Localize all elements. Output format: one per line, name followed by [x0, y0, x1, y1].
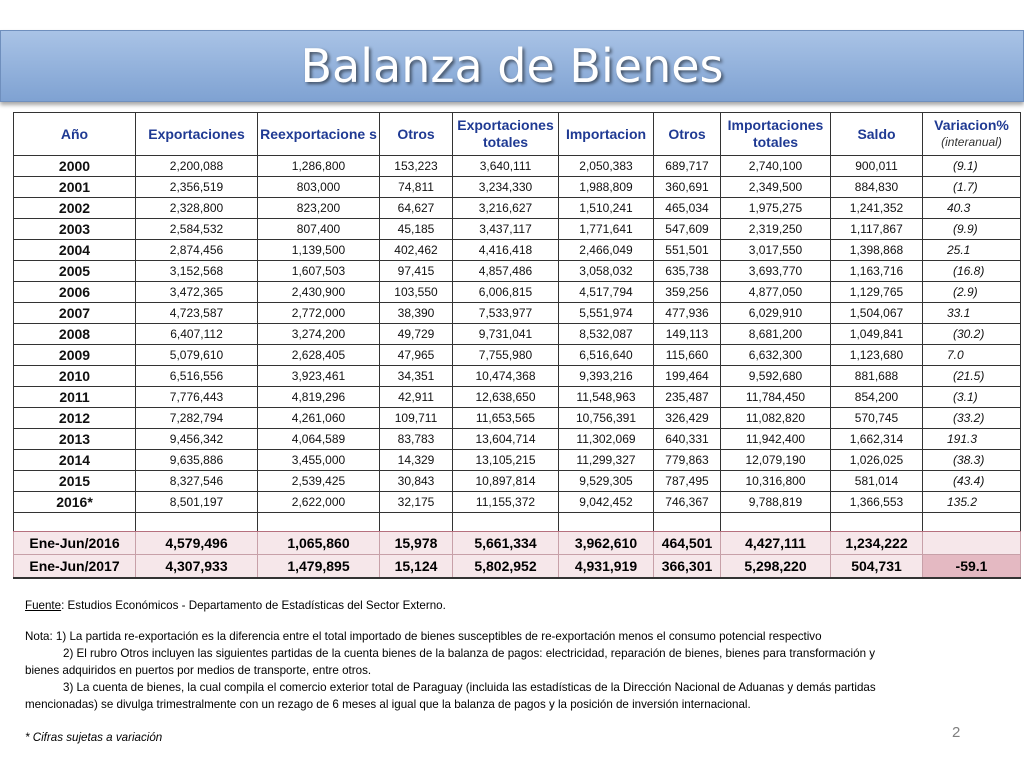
cell-otros-exp: 97,415 [380, 261, 453, 282]
cell-importaciones-totales: 12,079,190 [721, 450, 831, 471]
cell-saldo: 1,123,680 [831, 345, 923, 366]
cell-reexportaciones: 3,455,000 [258, 450, 380, 471]
cell-otros-imp: 787,495 [654, 471, 721, 492]
cell-saldo: 570,745 [831, 408, 923, 429]
cell-reexportaciones: 2,430,900 [258, 282, 380, 303]
cell-saldo: 1,241,352 [831, 198, 923, 219]
empty-cell [380, 513, 453, 532]
cell-otros-imp: 464,501 [654, 532, 721, 555]
cell-reexportaciones: 1,139,500 [258, 240, 380, 261]
cell-importacion: 4,931,919 [559, 555, 654, 579]
cell-year: 2014 [14, 450, 136, 471]
cell-importacion: 2,050,383 [559, 156, 654, 177]
cell-saldo: 1,026,025 [831, 450, 923, 471]
cell-otros-imp: 149,113 [654, 324, 721, 345]
note-2b: bienes adquiridos en puertos por medios de transporte, entre otros. [25, 664, 372, 677]
cell-variacion: 40.3 [923, 198, 1021, 219]
empty-cell [831, 513, 923, 532]
table-row [14, 471, 1021, 492]
cell-exportaciones: 6,516,556 [136, 366, 258, 387]
table-row [14, 366, 1021, 387]
notes [25, 597, 1000, 746]
cell-saldo: 1,504,067 [831, 303, 923, 324]
cell-reexportaciones: 2,622,000 [258, 492, 380, 513]
cell-otros-imp: 746,367 [654, 492, 721, 513]
cell-exportaciones: 4,579,496 [136, 532, 258, 555]
cell-saldo: 1,163,716 [831, 261, 923, 282]
cell-reexportaciones: 823,200 [258, 198, 380, 219]
cell-exportaciones-totales: 7,755,980 [453, 345, 559, 366]
cell-exportaciones-totales: 6,006,815 [453, 282, 559, 303]
source-label: Fuente [25, 599, 62, 612]
cell-year: 2007 [14, 303, 136, 324]
cell-saldo: 1,234,222 [831, 532, 923, 555]
cell-year: 2006 [14, 282, 136, 303]
cell-year: 2002 [14, 198, 136, 219]
cell-year: 2013 [14, 429, 136, 450]
cell-otros-imp: 360,691 [654, 177, 721, 198]
cell-importacion: 3,058,032 [559, 261, 654, 282]
header-variacion-label: Variacion% [934, 117, 1009, 133]
cell-importaciones-totales: 6,029,910 [721, 303, 831, 324]
cell-importacion: 9,529,305 [559, 471, 654, 492]
header-otros-exp: Otros [380, 113, 453, 156]
cell-period: Ene-Jun/2016 [14, 532, 136, 555]
cell-reexportaciones: 1,286,800 [258, 156, 380, 177]
footnote: * Cifras sujetas a variación [25, 731, 163, 744]
cell-exportaciones: 5,079,610 [136, 345, 258, 366]
cell-otros-imp: 326,429 [654, 408, 721, 429]
cell-variacion: (1.7) [923, 177, 1021, 198]
cell-exportaciones-totales: 9,731,041 [453, 324, 559, 345]
cell-importaciones-totales: 11,784,450 [721, 387, 831, 408]
cell-exportaciones: 2,328,800 [136, 198, 258, 219]
table-row [14, 387, 1021, 408]
cell-variacion: 7.0 [923, 345, 1021, 366]
note-3b: mencionadas) se divulga trimestralmente con un rezago de 6 meses al igual que la balanza de pagos y la posición de inversión internacional. [25, 698, 751, 711]
cell-otros-imp: 689,717 [654, 156, 721, 177]
cell-exportaciones: 2,874,456 [136, 240, 258, 261]
cell-importaciones-totales: 9,788,819 [721, 492, 831, 513]
cell-exportaciones-totales: 11,653,565 [453, 408, 559, 429]
cell-importaciones-totales: 5,298,220 [721, 555, 831, 579]
cell-importacion: 1,771,641 [559, 219, 654, 240]
header-variacion [923, 113, 1021, 156]
cell-reexportaciones: 4,064,589 [258, 429, 380, 450]
cell-otros-imp: 366,301 [654, 555, 721, 579]
empty-cell [559, 513, 654, 532]
cell-exportaciones-totales: 10,897,814 [453, 471, 559, 492]
source-text: : Estudios Económicos - Departamento de Estadísticas del Sector Externo. [61, 599, 446, 612]
empty-cell [14, 513, 136, 532]
cell-reexportaciones: 4,261,060 [258, 408, 380, 429]
header-exportaciones-totales: Exportaciones totales [453, 113, 559, 156]
cell-variacion: 191.3 [923, 429, 1021, 450]
cell-exportaciones: 2,584,532 [136, 219, 258, 240]
table-row [14, 492, 1021, 513]
cell-variacion: -59.1 [923, 555, 1021, 579]
empty-cell [453, 513, 559, 532]
cell-year: 2012 [14, 408, 136, 429]
cell-period: Ene-Jun/2017 [14, 555, 136, 579]
cell-exportaciones: 8,501,197 [136, 492, 258, 513]
empty-cell [654, 513, 721, 532]
cell-importacion: 6,516,640 [559, 345, 654, 366]
header-saldo: Saldo [831, 113, 923, 156]
cell-exportaciones: 2,356,519 [136, 177, 258, 198]
summary-row [14, 532, 1021, 555]
cell-otros-imp: 115,660 [654, 345, 721, 366]
cell-variacion: (30.2) [923, 324, 1021, 345]
table-row [14, 303, 1021, 324]
cell-saldo: 900,011 [831, 156, 923, 177]
cell-importaciones-totales: 11,082,820 [721, 408, 831, 429]
cell-saldo: 1,129,765 [831, 282, 923, 303]
cell-exportaciones-totales: 12,638,650 [453, 387, 559, 408]
header-otros-imp: Otros [654, 113, 721, 156]
table-row [14, 282, 1021, 303]
cell-otros-exp: 30,843 [380, 471, 453, 492]
cell-exportaciones: 6,407,112 [136, 324, 258, 345]
cell-year: 2011 [14, 387, 136, 408]
cell-otros-exp: 34,351 [380, 366, 453, 387]
cell-importaciones-totales: 11,942,400 [721, 429, 831, 450]
cell-otros-imp: 551,501 [654, 240, 721, 261]
cell-year: 2004 [14, 240, 136, 261]
cell-importaciones-totales: 3,693,770 [721, 261, 831, 282]
cell-importacion: 9,042,452 [559, 492, 654, 513]
cell-year: 2008 [14, 324, 136, 345]
cell-exportaciones-totales: 11,155,372 [453, 492, 559, 513]
header-reexportaciones: Reexportacione s [258, 113, 380, 156]
table-row [14, 408, 1021, 429]
cell-saldo: 884,830 [831, 177, 923, 198]
cell-reexportaciones: 4,819,296 [258, 387, 380, 408]
header-exportaciones: Exportaciones [136, 113, 258, 156]
table-row [14, 261, 1021, 282]
cell-otros-imp: 635,738 [654, 261, 721, 282]
cell-importacion: 1,988,809 [559, 177, 654, 198]
note-1: Nota: 1) La partida re-exportación es la diferencia entre el total importado de bienes susceptibles de re-exportación menos el consumo potencial respectivo [25, 630, 822, 643]
cell-reexportaciones: 3,923,461 [258, 366, 380, 387]
cell-importaciones-totales: 4,427,111 [721, 532, 831, 555]
cell-exportaciones: 8,327,546 [136, 471, 258, 492]
cell-importacion: 9,393,216 [559, 366, 654, 387]
cell-saldo: 581,014 [831, 471, 923, 492]
cell-exportaciones: 9,635,886 [136, 450, 258, 471]
cell-otros-exp: 64,627 [380, 198, 453, 219]
cell-variacion: 33.1 [923, 303, 1021, 324]
cell-year: 2000 [14, 156, 136, 177]
cell-variacion: (33.2) [923, 408, 1021, 429]
cell-otros-exp: 402,462 [380, 240, 453, 261]
table-row [14, 219, 1021, 240]
cell-otros-imp: 359,256 [654, 282, 721, 303]
cell-variacion [923, 532, 1021, 555]
cell-otros-imp: 199,464 [654, 366, 721, 387]
cell-variacion: (9.1) [923, 156, 1021, 177]
cell-saldo: 1,117,867 [831, 219, 923, 240]
cell-exportaciones-totales: 4,857,486 [453, 261, 559, 282]
cell-importacion: 5,551,974 [559, 303, 654, 324]
cell-exportaciones-totales: 3,216,627 [453, 198, 559, 219]
cell-exportaciones-totales: 3,437,117 [453, 219, 559, 240]
cell-exportaciones-totales: 5,802,952 [453, 555, 559, 579]
cell-otros-exp: 103,550 [380, 282, 453, 303]
cell-saldo: 1,662,314 [831, 429, 923, 450]
note-2a: 2) El rubro Otros incluyen las siguientes partidas de la cuenta bienes de la balanza de pagos: electricidad, reparación de bienes, bienes para transformación y [63, 647, 876, 660]
cell-exportaciones: 3,152,568 [136, 261, 258, 282]
table-header-row [14, 113, 1021, 156]
cell-importaciones-totales: 10,316,800 [721, 471, 831, 492]
cell-importaciones-totales: 2,349,500 [721, 177, 831, 198]
cell-year: 2015 [14, 471, 136, 492]
cell-variacion: 135.2 [923, 492, 1021, 513]
cell-exportaciones-totales: 3,640,111 [453, 156, 559, 177]
cell-saldo: 1,366,553 [831, 492, 923, 513]
cell-otros-exp: 15,124 [380, 555, 453, 579]
cell-reexportaciones: 803,000 [258, 177, 380, 198]
page-number: 2 [952, 724, 961, 741]
slide-title: Balanza de Bienes [300, 39, 724, 93]
table-row [14, 429, 1021, 450]
cell-importaciones-totales: 2,740,100 [721, 156, 831, 177]
cell-saldo: 1,398,868 [831, 240, 923, 261]
cell-exportaciones-totales: 4,416,418 [453, 240, 559, 261]
balance-table [13, 112, 1021, 579]
cell-variacion: (16.8) [923, 261, 1021, 282]
summary-row [14, 555, 1021, 579]
header-importaciones-totales: Importaciones totales [721, 113, 831, 156]
cell-saldo: 504,731 [831, 555, 923, 579]
cell-otros-exp: 45,185 [380, 219, 453, 240]
cell-otros-exp: 49,729 [380, 324, 453, 345]
cell-exportaciones: 4,307,933 [136, 555, 258, 579]
cell-year: 2016* [14, 492, 136, 513]
cell-importacion: 11,548,963 [559, 387, 654, 408]
cell-reexportaciones: 3,274,200 [258, 324, 380, 345]
cell-exportaciones-totales: 10,474,368 [453, 366, 559, 387]
table-row [14, 240, 1021, 261]
cell-reexportaciones: 1,607,503 [258, 261, 380, 282]
empty-cell [258, 513, 380, 532]
cell-year: 2001 [14, 177, 136, 198]
cell-reexportaciones: 2,628,405 [258, 345, 380, 366]
header-anio: Año [14, 113, 136, 156]
table-spacer-row [14, 513, 1021, 532]
cell-saldo: 1,049,841 [831, 324, 923, 345]
cell-variacion: (38.3) [923, 450, 1021, 471]
cell-otros-exp: 14,329 [380, 450, 453, 471]
cell-importaciones-totales: 3,017,550 [721, 240, 831, 261]
cell-exportaciones: 3,472,365 [136, 282, 258, 303]
cell-importacion: 8,532,087 [559, 324, 654, 345]
cell-otros-imp: 465,034 [654, 198, 721, 219]
cell-variacion: (9.9) [923, 219, 1021, 240]
cell-reexportaciones: 1,065,860 [258, 532, 380, 555]
cell-importaciones-totales: 6,632,300 [721, 345, 831, 366]
cell-importacion: 10,756,391 [559, 408, 654, 429]
cell-reexportaciones: 1,479,895 [258, 555, 380, 579]
cell-exportaciones-totales: 5,661,334 [453, 532, 559, 555]
cell-variacion: (43.4) [923, 471, 1021, 492]
empty-cell [136, 513, 258, 532]
cell-saldo: 854,200 [831, 387, 923, 408]
cell-year: 2009 [14, 345, 136, 366]
cell-variacion: (3.1) [923, 387, 1021, 408]
table-row [14, 324, 1021, 345]
cell-variacion: 25.1 [923, 240, 1021, 261]
cell-otros-imp: 235,487 [654, 387, 721, 408]
cell-exportaciones: 9,456,342 [136, 429, 258, 450]
cell-otros-imp: 477,936 [654, 303, 721, 324]
empty-cell [721, 513, 831, 532]
header-variacion-sub: (interanual) [941, 135, 1002, 149]
cell-otros-exp: 47,965 [380, 345, 453, 366]
cell-importacion: 11,302,069 [559, 429, 654, 450]
cell-otros-exp: 153,223 [380, 156, 453, 177]
cell-exportaciones-totales: 13,105,215 [453, 450, 559, 471]
cell-importaciones-totales: 1,975,275 [721, 198, 831, 219]
cell-otros-exp: 83,783 [380, 429, 453, 450]
note-3a: 3) La cuenta de bienes, la cual compila el comercio exterior total de Paraguay (incluida las estadísticas de la Dirección Nacional de Aduanas y demás partidas [63, 681, 876, 694]
cell-importacion: 4,517,794 [559, 282, 654, 303]
cell-exportaciones-totales: 7,533,977 [453, 303, 559, 324]
title-bar [0, 30, 1024, 102]
cell-otros-imp: 547,609 [654, 219, 721, 240]
cell-importaciones-totales: 2,319,250 [721, 219, 831, 240]
cell-importaciones-totales: 9,592,680 [721, 366, 831, 387]
cell-saldo: 881,688 [831, 366, 923, 387]
table-row [14, 198, 1021, 219]
cell-reexportaciones: 2,539,425 [258, 471, 380, 492]
cell-exportaciones: 7,776,443 [136, 387, 258, 408]
cell-otros-exp: 15,978 [380, 532, 453, 555]
cell-exportaciones-totales: 13,604,714 [453, 429, 559, 450]
cell-exportaciones-totales: 3,234,330 [453, 177, 559, 198]
cell-variacion: (2.9) [923, 282, 1021, 303]
table-row [14, 156, 1021, 177]
table-row [14, 450, 1021, 471]
cell-importacion: 1,510,241 [559, 198, 654, 219]
cell-otros-exp: 38,390 [380, 303, 453, 324]
table-row [14, 345, 1021, 366]
cell-reexportaciones: 807,400 [258, 219, 380, 240]
cell-otros-exp: 109,711 [380, 408, 453, 429]
cell-exportaciones: 2,200,088 [136, 156, 258, 177]
cell-otros-imp: 640,331 [654, 429, 721, 450]
cell-importacion: 3,962,610 [559, 532, 654, 555]
header-importacion: Importacion [559, 113, 654, 156]
cell-year: 2010 [14, 366, 136, 387]
table-row [14, 177, 1021, 198]
cell-year: 2005 [14, 261, 136, 282]
cell-otros-imp: 779,863 [654, 450, 721, 471]
cell-exportaciones: 4,723,587 [136, 303, 258, 324]
cell-year: 2003 [14, 219, 136, 240]
cell-importacion: 2,466,049 [559, 240, 654, 261]
cell-variacion: (21.5) [923, 366, 1021, 387]
cell-otros-exp: 42,911 [380, 387, 453, 408]
cell-importaciones-totales: 8,681,200 [721, 324, 831, 345]
cell-exportaciones: 7,282,794 [136, 408, 258, 429]
cell-otros-exp: 32,175 [380, 492, 453, 513]
cell-otros-exp: 74,811 [380, 177, 453, 198]
source-note [25, 597, 1000, 614]
cell-reexportaciones: 2,772,000 [258, 303, 380, 324]
cell-importaciones-totales: 4,877,050 [721, 282, 831, 303]
cell-importacion: 11,299,327 [559, 450, 654, 471]
empty-cell [923, 513, 1021, 532]
